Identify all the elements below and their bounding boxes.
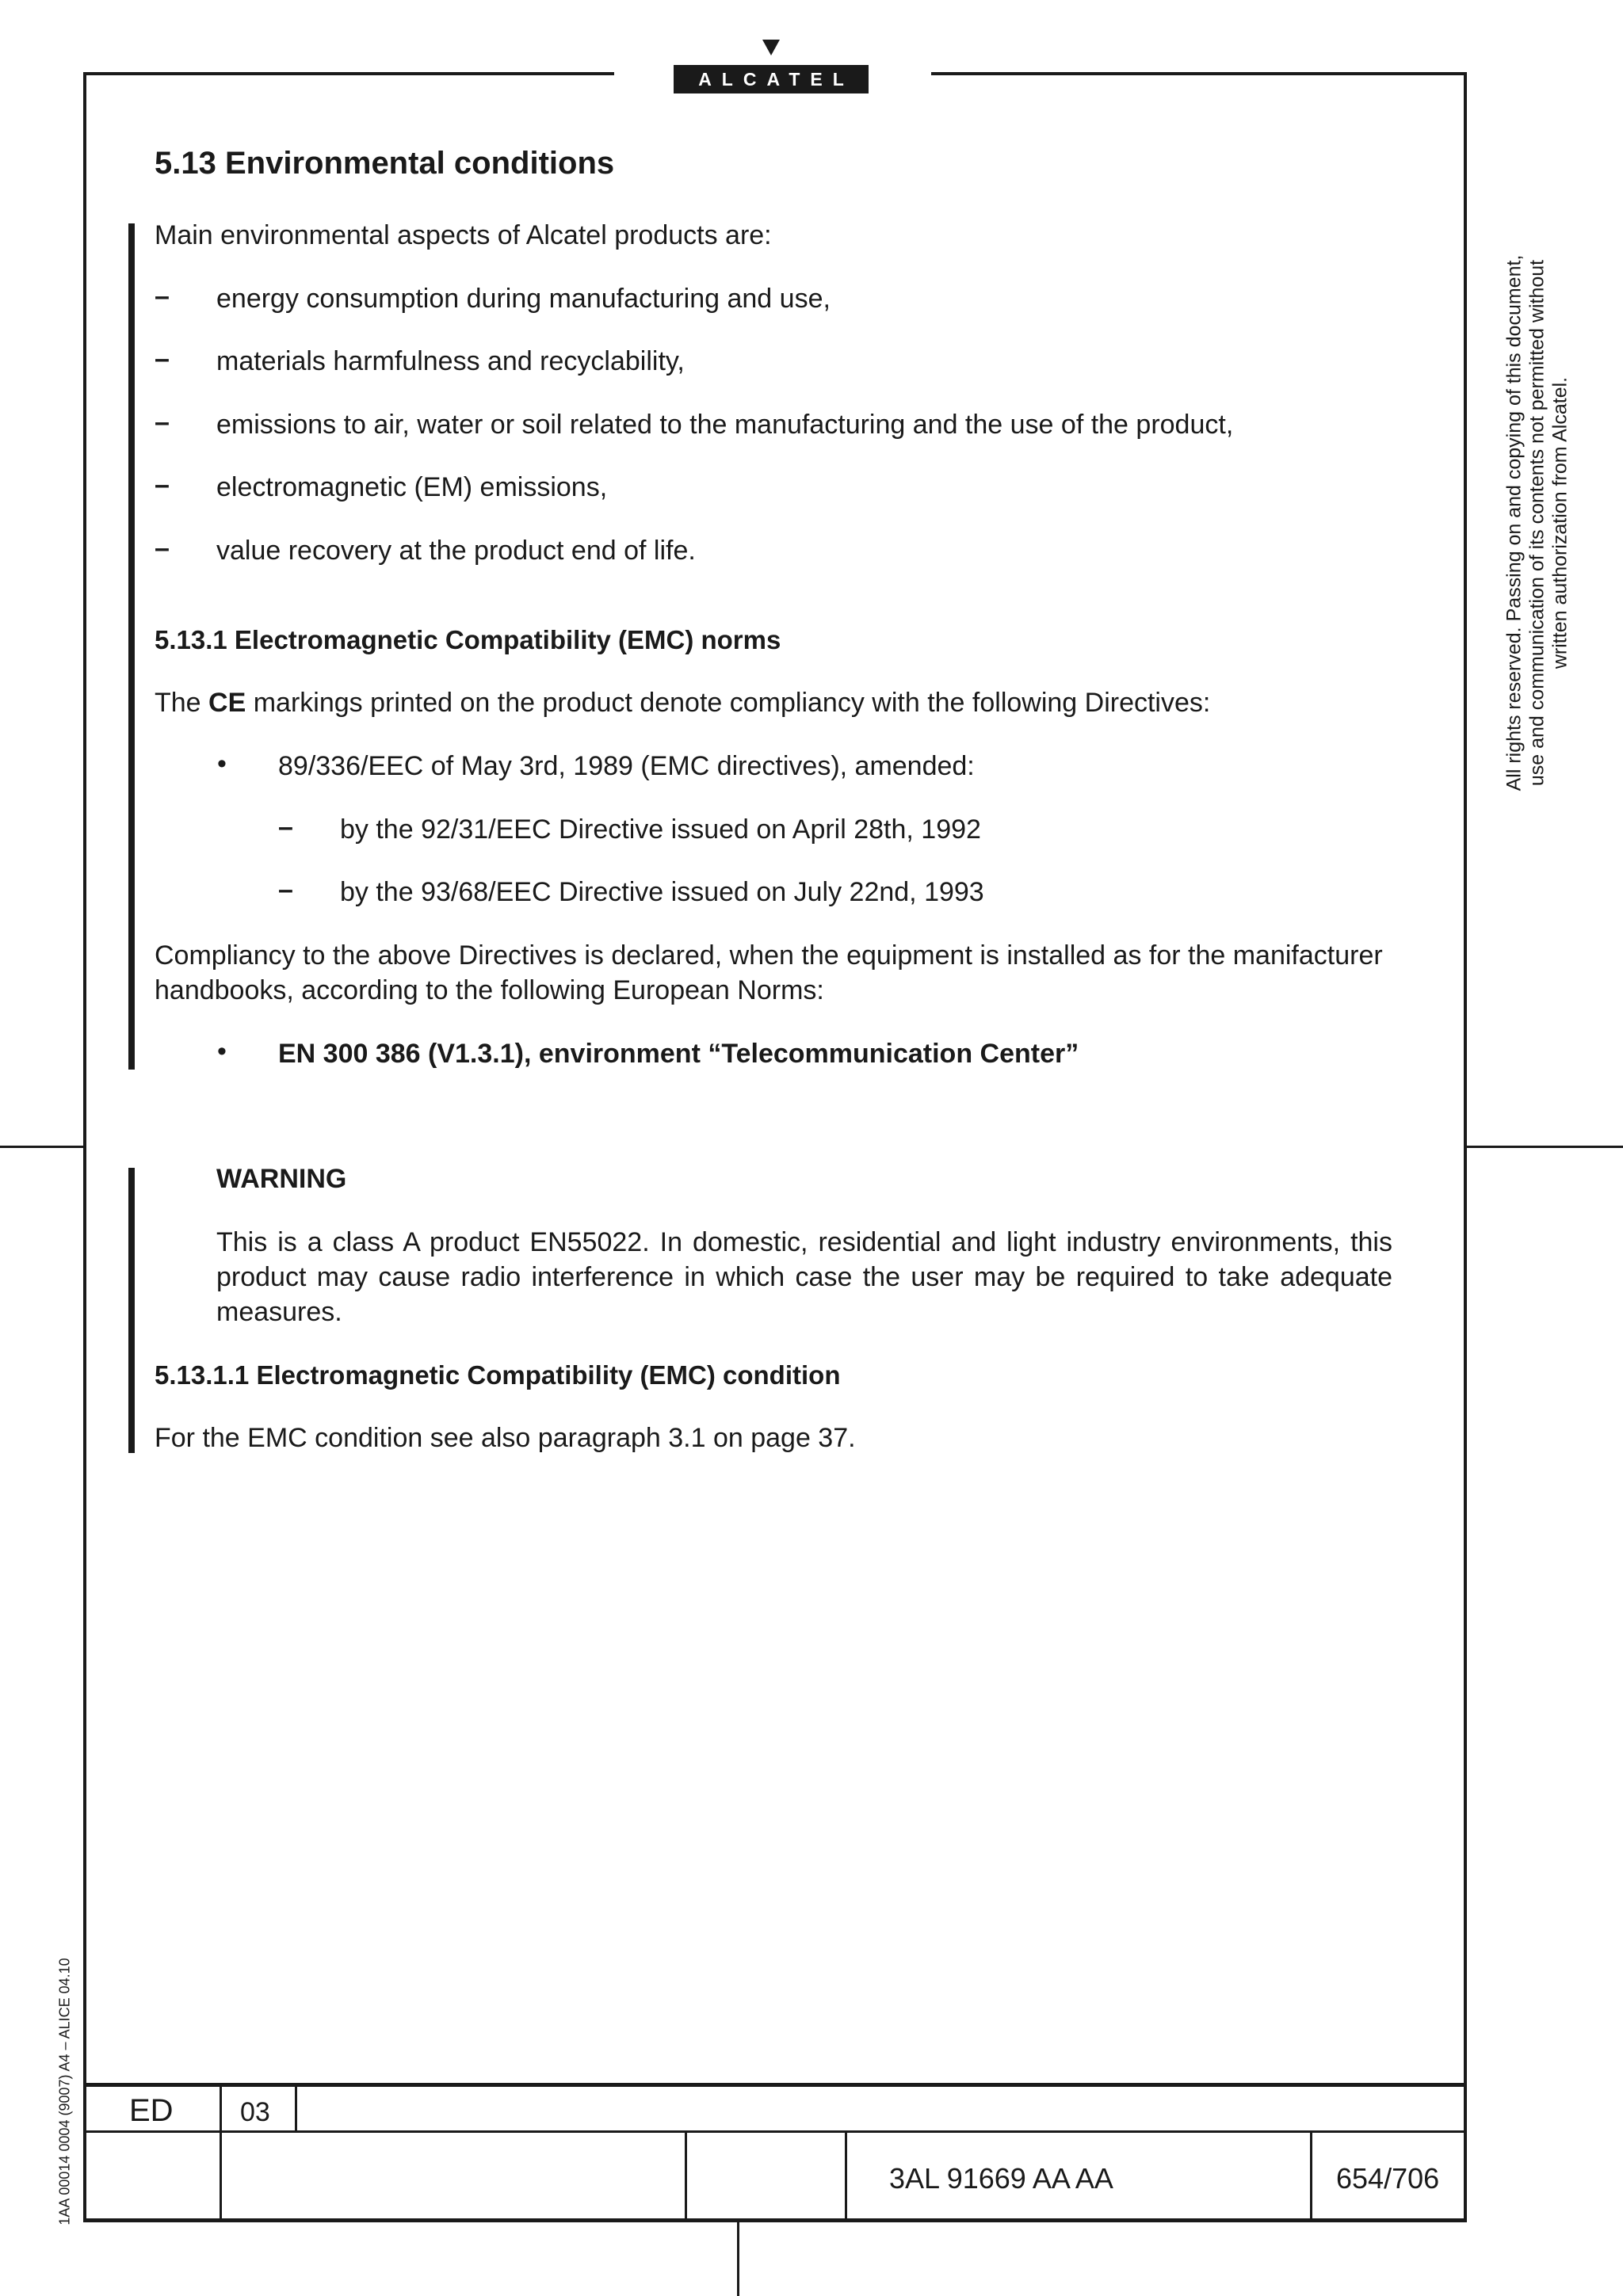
norm-text: EN 300 386 (V1.3.1), environment “Telecommunication Center” [278, 1039, 1079, 1069]
footer-bottom-line [83, 2218, 1467, 2222]
footer-divider [845, 2130, 847, 2220]
section-heading: 5.13 Environmental conditions [155, 146, 615, 181]
ce-prefix: The [155, 688, 209, 718]
emc-condition-heading: 5.13.1.1 Electromagnetic Compatibility (EMC) condition [155, 1360, 841, 1390]
list-item-text: electromagnetic (EM) emissions, [216, 472, 608, 502]
dash-marker: – [155, 344, 170, 374]
dash-marker: – [155, 470, 170, 500]
ed-value: 03 [240, 2097, 270, 2127]
warning-title: WARNING [216, 1164, 347, 1194]
footer-divider [685, 2130, 687, 2220]
logo-triangle-icon [762, 40, 780, 55]
bottom-fold-mark [737, 2222, 739, 2296]
bullet-marker: • [217, 1036, 227, 1066]
amendment-2: by the 93/68/EEC Directive issued on July 22nd, 1993 [340, 877, 984, 907]
emc-condition-text: For the EMC condition see also paragraph 3.1 on page 37. [155, 1423, 856, 1453]
footer-top-line [83, 2083, 1467, 2087]
frame-top-right [931, 72, 1467, 75]
list-item-text: energy consumption during manufacturing and use, [216, 284, 831, 314]
revision-bar-bottom [128, 1168, 135, 1453]
alcatel-logo [674, 65, 869, 93]
list-item-text: value recovery at the product end of life. [216, 536, 696, 566]
logo-text: ALCATEL [698, 68, 854, 90]
frame-left [83, 72, 86, 2222]
fold-mark-left [0, 1146, 83, 1148]
footer-divider [295, 2083, 297, 2132]
dash-marker: – [278, 812, 293, 842]
list-item-text: emissions to air, water or soil related to the manufacturing and the use of the product, [216, 410, 1234, 440]
footer-divider [1310, 2130, 1312, 2220]
ce-paragraph [155, 685, 1210, 720]
directive-text: 89/336/EEC of May 3rd, 1989 (EMC directives), amended: [278, 751, 975, 781]
emc-heading: 5.13.1 Electromagnetic Compatibility (EMC) norms [155, 625, 781, 654]
footer-divider [220, 2083, 222, 2220]
dash-marker: – [155, 407, 170, 437]
dash-marker: – [155, 533, 170, 563]
doc-number: 3AL 91669 AA AA [889, 2162, 1113, 2195]
list-item-text: materials harmfulness and recyclability, [216, 346, 685, 376]
page-number: 654/706 [1336, 2162, 1440, 2195]
footer-mid-line [83, 2130, 1467, 2133]
copyright-notice: All rights reserved. Passing on and copying of this document, use and communication of its contents not permitted without written authorization from Alcatel. [1503, 254, 1571, 791]
ce-suffix: markings printed on the product denote compliancy with the following Directives: [246, 688, 1211, 718]
amendment-1: by the 92/31/EEC Directive issued on April 28th, 1992 [340, 814, 981, 845]
dash-marker: – [278, 875, 293, 905]
dash-marker: – [155, 281, 170, 311]
frame-top-left [83, 72, 614, 75]
fold-mark-right [1467, 1146, 1623, 1148]
ed-label: ED [129, 2093, 174, 2128]
section-intro: Main environmental aspects of Alcatel products are: [155, 220, 772, 250]
compliancy-paragraph: Compliancy to the above Directives is declared, when the equipment is installed as for the manifacturer handbooks, according to the following European Norms: [155, 940, 1383, 1005]
warning-text: This is a class A product EN55022. In domestic, residential and light industry environments, this product may cause radio interference in which case the user may be required to take adequate measures. [216, 1227, 1392, 1327]
form-code: 1AA 00014 0004 (9007) A4 – ALICE 04.10 [56, 1958, 73, 2225]
revision-bar-top [128, 223, 135, 1070]
bullet-marker: • [217, 749, 227, 779]
ce-mark: CE [208, 688, 246, 718]
